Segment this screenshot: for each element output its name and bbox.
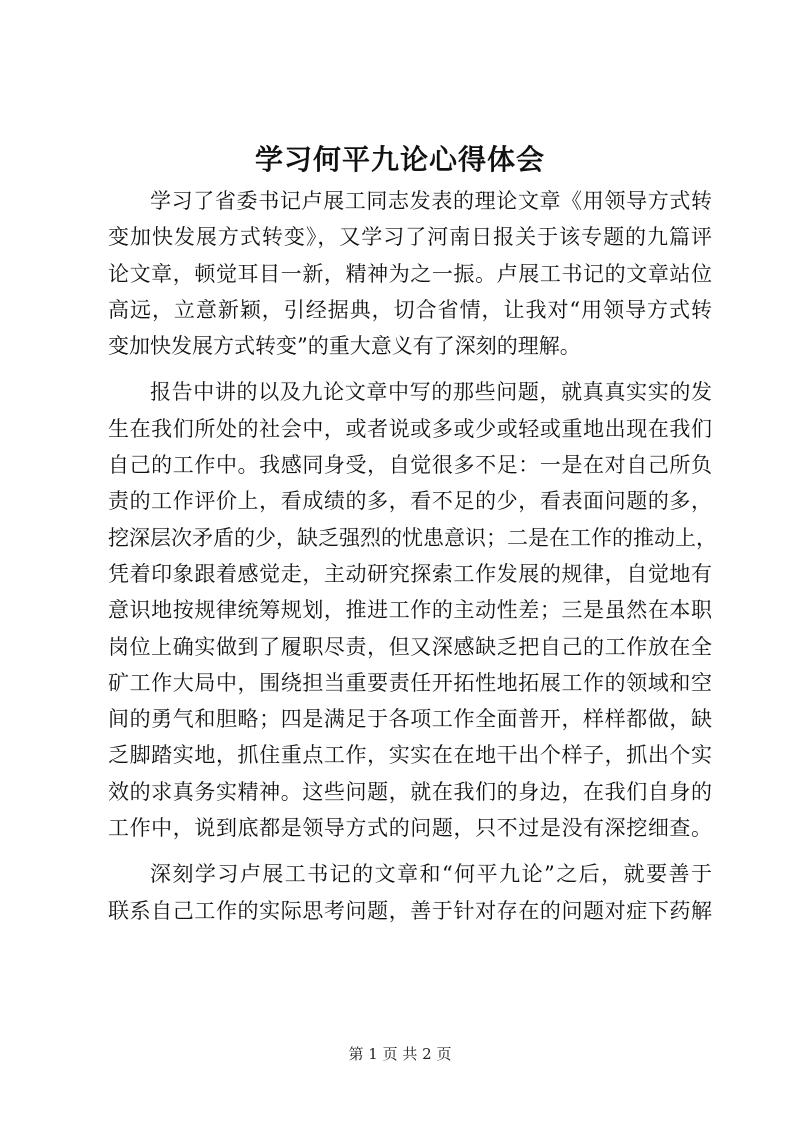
paragraph-line: 责的工作评价上，看成绩的多，看不足的少，看表面问题的多， bbox=[108, 489, 712, 514]
paragraph-line: 联系自己工作的实际思考问题，善于针对存在的问题对症下药解 bbox=[108, 898, 712, 923]
paragraph-line: 学习了省委书记卢展工同志发表的理论文章《用领导方式转 bbox=[150, 189, 712, 213]
paragraph-line: 挖深层次矛盾的少，缺乏强烈的忧患意识；二是在工作的推动上， bbox=[108, 525, 717, 550]
paragraph-line: 变加快发展方式转变》，又学习了河南日报关于该专题的九篇评 bbox=[108, 225, 712, 250]
paragraph-line: 岗位上确实做到了履职尽责，但又深感缺乏把自己的工作放在全 bbox=[108, 634, 712, 659]
paragraph-line: 凭着印象跟着感觉走，主动研究探索工作发展的规律，自觉地有 bbox=[108, 561, 712, 586]
paragraph-line: 乏脚踏实地，抓住重点工作，实实在在地干出个样子，抓出个实 bbox=[108, 743, 712, 768]
paragraph-line: 高远，立意新颖，引经据典，切合省情，让我对“用领导方式转 bbox=[108, 297, 712, 322]
paragraph-line: 效的求真务实精神。这些问题，就在我们的身边，在我们自身的 bbox=[108, 779, 712, 804]
paragraph-line: 间的勇气和胆略；四是满足于各项工作全面普开，样样都做，缺 bbox=[108, 707, 712, 732]
paragraph-line: 生在我们所处的社会中，或者说或多或少或轻或重地出现在我们 bbox=[108, 416, 712, 441]
document-body bbox=[108, 183, 717, 939]
paragraph-line: 报告中讲的以及九论文章中写的那些问题，就真真实实的发 bbox=[150, 380, 712, 405]
document-title: 学习何平九论心得体会 bbox=[254, 143, 545, 176]
paragraph-line: 深刻学习卢展工书记的文章和“何平九论”之后，就要善于 bbox=[150, 862, 712, 887]
paragraph-line: 自己的工作中。我感同身受，自觉很多不足：一是在对自己所负 bbox=[108, 453, 712, 478]
page-footer: 第 1 页 共 2 页 bbox=[348, 1045, 452, 1063]
paragraph-1 bbox=[108, 183, 712, 364]
paragraph-line: 矿工作大局中，围绕担当重要责任开拓性地拓展工作的领域和空 bbox=[108, 670, 712, 695]
paragraph-3 bbox=[108, 856, 712, 929]
paragraph-line: 工作中，说到底都是领导方式的问题，只不过是没有深挖细查。 bbox=[108, 816, 712, 841]
paragraph-line: 变加快发展方式转变”的重大意义有了深刻的理解。 bbox=[108, 334, 581, 359]
paragraph-line: 论文章，顿觉耳目一新，精神为之一振。卢展工书记的文章站位 bbox=[108, 261, 712, 286]
paragraph-2 bbox=[108, 374, 717, 846]
paragraph-line: 意识地按规律统筹规划，推进工作的主动性差；三是虽然在本职 bbox=[108, 598, 712, 623]
